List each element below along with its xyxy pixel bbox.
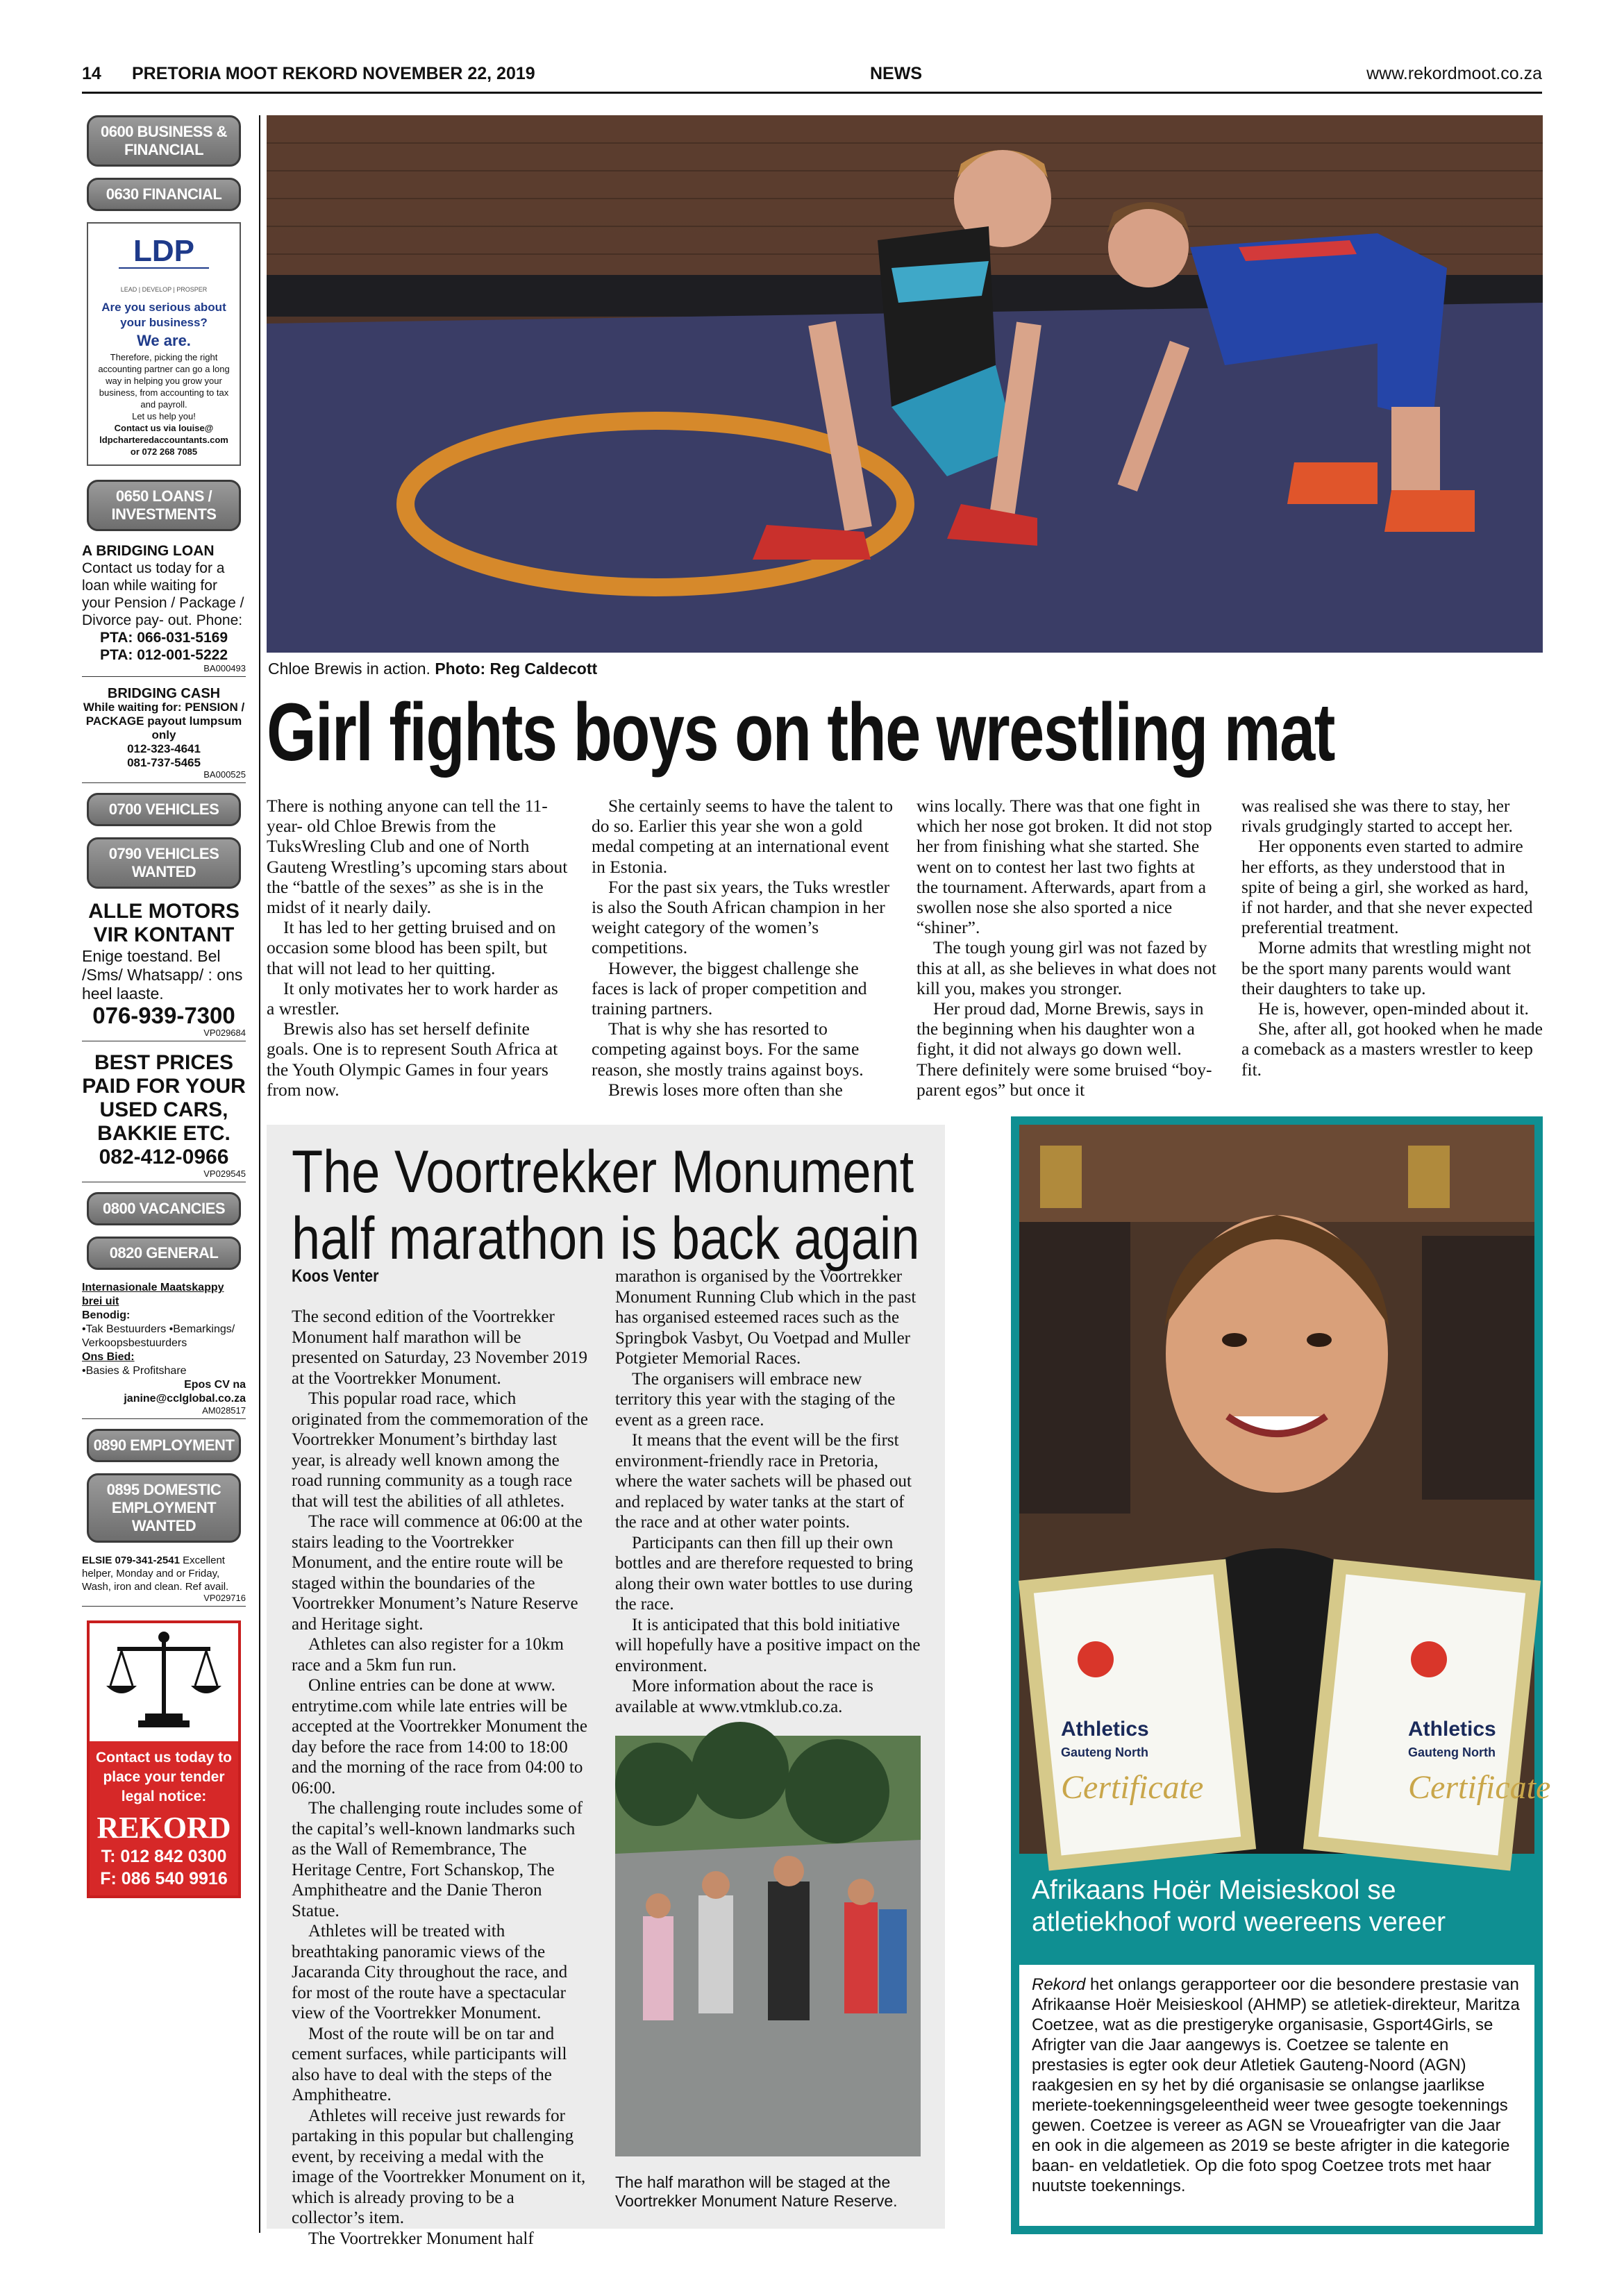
ldp-contact: Contact us via louise@ ldpcharteredaccountants.com or 072 268 7085 <box>99 423 228 457</box>
category-0820: 0820 GENERAL <box>87 1237 241 1270</box>
bridging-loan-ad <box>82 542 246 677</box>
paragraph: Morne admits that wrestling might not be the sport many parents would want their daughters to take up. <box>1241 937 1532 998</box>
paragraph: She certainly seems to have the talent to do so. Earlier this year she won a gold medal competing at an international event in Estonia. <box>592 796 893 877</box>
paragraph: Brewis also has set herself definite goals. One is to represent South Africa at the Youth Olympic Games in four years from now. <box>267 1019 558 1100</box>
best-prices-phone: 082-412-0966 <box>99 1146 229 1168</box>
paragraph: Athletes can also register for a 10km race and a 5km fun run. <box>292 1635 564 1675</box>
paragraph: The Voortrekker Monument half <box>308 2229 534 2248</box>
certificate-word-right: Certificate <box>1408 1769 1551 1806</box>
category-0890: 0890 EMPLOYMENT <box>87 1429 241 1462</box>
paragraph: It means that the event will be the first environment-friendly race in Pretoria, where the water sachets will be phased out and replaced by water tanks at the start of the race and at other water points. <box>615 1431 912 1532</box>
paragraph: Her opponents even started to admire her efforts, as they understood that in spite of being a girl, she worked as hard, if not harder, and that she never expected preferential treatment. <box>1241 836 1533 938</box>
story-column-4 <box>1241 796 1543 1100</box>
internasionale-items: •Tak Bestuurders •Bemarkings/ Verkoopsbestuurders <box>82 1323 235 1349</box>
marathon-article <box>267 1125 945 2248</box>
bridging-cash-phone-2: 081-737-5465 <box>127 756 201 769</box>
bridging-loan-phone-1: PTA: 066-031-5169 <box>99 630 228 646</box>
marathon-photo <box>615 1736 921 2156</box>
ldp-advert <box>87 222 241 466</box>
elsie-ref: VP029716 <box>203 1593 246 1603</box>
alle-motors-body: Enige toestand. Bel /Sms/ Whatsapp/ : ons heel laaste. <box>82 947 243 1003</box>
marathon-column-2 <box>615 1266 921 1717</box>
best-prices-ad <box>82 1051 246 1182</box>
bridging-loan-ref: BA000493 <box>203 663 246 673</box>
paragraph: The tough young girl was not fazed by this at all, as she believes in what does not kill you, makes you stronger. <box>916 937 1216 998</box>
category-0700: 0700 VEHICLES <box>87 793 241 826</box>
marathon-headline-line-1: The Voortrekker Monument <box>292 1139 914 1205</box>
website-url[interactable]: www.rekordmoot.co.za <box>1366 64 1542 83</box>
alle-motors-ad <box>82 900 246 1041</box>
bridging-cash-ad <box>82 687 246 783</box>
paragraph: Her proud dad, Morne Brewis, says in the beginning when his daughter won a fight, it did not always go down well. There definitely were some bruised “boy-parent egos” but once it <box>916 998 1212 1100</box>
wrestling-caption-text: Chloe Brewis in action. <box>268 660 430 678</box>
section-name: NEWS <box>870 64 922 83</box>
internasionale-bied: Ons Bied: <box>82 1351 135 1363</box>
paragraph: Brewis loses more often than she <box>608 1079 843 1100</box>
paragraph: He is, however, open-minded about it. <box>1258 998 1529 1019</box>
publication-line: PRETORIA MOOT REKORD NOVEMBER 22, 2019 <box>132 64 535 83</box>
marathon-column-1 <box>292 1307 590 2249</box>
paragraph: For the past six years, the Tuks wrestler is also the South African champion in her weight category of the women’s competitions. <box>592 876 890 958</box>
category-0800: 0800 VACANCIES <box>87 1192 241 1225</box>
ldp-body: Therefore, picking the right accounting partner can go a long way in helping you grow your business, from accounting to tax and payroll. <box>98 352 230 410</box>
alle-motors-heading: ALLE MOTORS VIR KONTANT <box>88 900 240 946</box>
bridging-loan-body: Contact us today for a loan while waiting for your Pension / Package / Divorce pay- out. Phone: <box>82 560 244 628</box>
bridging-cash-phone-1: 012-323-4641 <box>127 742 201 755</box>
certificate-word-left: Certificate <box>1061 1769 1204 1806</box>
certificate-brand-left: Athletics <box>1061 1718 1149 1741</box>
photo-credit: Photo: Reg Caldecott <box>435 660 598 678</box>
certificate-brand-right: Athletics <box>1408 1718 1496 1741</box>
paragraph: Online entries can be done at www. entrytime.com while late entries will be accepted at the Voortrekker Monument the day before the race from 14:00 to 18:00 and the morning of the race from 04:00 to 06:00. <box>292 1676 588 1798</box>
paragraph: It has led to her getting bruised and on occasion some blood has been spilt, but that will not lead to her quitting. <box>267 917 556 978</box>
ldp-answer: We are. <box>137 332 191 349</box>
internasionale-benodig: Benodig: <box>82 1309 131 1321</box>
ahmp-headline: Afrikaans Hoër Meisieskool se atletiekhoof word weereens vereer <box>1032 1875 1446 1937</box>
paragraph: Participants can then fill up their own bottles and are therefore requested to bring along their own water bottles to use during the race. <box>615 1533 913 1614</box>
ahmp-article <box>1011 1116 1551 2234</box>
paragraph: The organisers will embrace new territory this year with the staging of the event as a green race. <box>615 1369 896 1430</box>
story-column-1 <box>267 796 568 1100</box>
certificate-sub-left: Gauteng North <box>1061 1745 1148 1759</box>
paragraph: Athletes will receive just rewards for partaking in this popular but challenging event, by receiving a medal with the image of the Voortrekker Monument on it, which is already proving to be a collector’s item. <box>292 2106 586 2227</box>
ldp-logo <box>112 231 216 279</box>
paragraph: However, the biggest challenge she faces is lack of proper competition and training partners. <box>592 957 867 1019</box>
internasionale-ad <box>82 1281 246 1419</box>
best-prices-ref: VP029545 <box>203 1168 246 1179</box>
ldp-question: Are you serious about your business? <box>101 301 226 329</box>
story-column-2 <box>592 796 893 1100</box>
category-0790: 0790 VEHICLES WANTED <box>87 837 241 889</box>
paragraph: marathon is organised by the Voortrekker Monument Running Club which in the past has organised esteemed races such as the Springbok Vasbyt, Ou Voetpad and Muller Potgieter Memorial Races. <box>615 1267 916 1368</box>
category-0630: 0630 FINANCIAL <box>87 178 241 211</box>
tender-tel: T: 012 842 0300 <box>101 1847 227 1866</box>
paragraph: The race will commence at 06:00 at the stairs leading to the Voortrekker Monument, and the entire route will be staged within the boundaries of the Voortrekker Monument’s Nature Reserve and Heritage sight. <box>292 1512 583 1634</box>
internasionale-ref: AM028517 <box>202 1405 246 1416</box>
rekord-brand: REKORD <box>97 1811 231 1845</box>
paragraph: Athletes will be treated with breathtaking panoramic views of the Jacaranda City throughout the race, and for most of the route have a spectacular view of the Voortrekker Monument. <box>292 1922 568 2022</box>
ldp-tagline: LEAD | DEVELOP | PROSPER <box>120 286 208 293</box>
category-0650: 0650 LOANS / INVESTMENTS <box>87 480 241 531</box>
paragraph: It is anticipated that this bold initiative will hopefully have a positive impact on the environment. <box>615 1615 921 1675</box>
bridging-loan-heading: A BRIDGING LOAN <box>82 543 215 559</box>
wrestling-headline: Girl fights boys on the wrestling mat <box>267 687 1334 778</box>
certificate-sub-right: Gauteng North <box>1408 1745 1496 1759</box>
elsie-body: Excellent helper, Monday and or Friday, Wash, iron and clean. Ref avail. <box>82 1555 229 1593</box>
best-prices-heading: BEST PRICES PAID FOR YOUR USED CARS, BAKKIE ETC. <box>82 1051 246 1145</box>
category-0600: 0600 BUSINESS & FINANCIAL <box>87 115 241 167</box>
wrestling-story <box>267 796 1543 1100</box>
wrestling-photo <box>267 115 1543 653</box>
internasionale-bied-items: •Basies & Profitshare <box>82 1365 187 1377</box>
ldp-help: Let us help you! <box>132 411 196 421</box>
paragraph: The challenging route includes some of the capital’s well-known landmarks such as the Wall of Remembrance, The Heritage Centre, Fort Schanskop, The Amphitheatre and the Danie Theron Statue. <box>292 1799 583 1920</box>
paragraph: More information about the race is available at www.vtmklub.co.za. <box>615 1677 873 1716</box>
paragraph: It only motivates her to work harder as a wrestler. <box>267 978 558 1019</box>
header-rule <box>82 92 1542 94</box>
page-header <box>82 64 1542 89</box>
ahmp-text: het onlangs gerapporteer oor die besondere prestasie van Afrikaanse Hoër Meisieskool (AHMP) se atletiek-direkteur, Maritza Coetzee, wat as die prestigeryke organisasie, Gsport4Girls, se Afrigter van die Jaar aangewys is. Coetzee se talente en prestasies is egter ook deur Atletiek Gauteng-Noord (AGN) raakgesien en sy het by dié organisasie se onlangse jaarlikse meriete-toekenningsgeleentheid weer twee gesogte toekennings gewen. Coetzee is vereer as AGN se Vroueafrigter van die Jaar en ook in die algemeen as 2019 se beste afrigter in die kategorie baan- en veldatletiek. Op die foto spog Coetzee trots met haar nuutste toekennings. <box>1032 1975 1520 2195</box>
paragraph: That is why she has resorted to competing against boys. For the same reason, she mostly trains against boys. <box>592 1019 864 1080</box>
elsie-heading: ELSIE 079-341-2541 <box>82 1555 180 1566</box>
paragraph: There is nothing anyone can tell the 11-year- old Chloe Brewis from the TuksWresling Club and one of North Gauteng Wrestling’s upcoming stars about the “battle of the sexes” as she is in the midst of it nearly daily. <box>267 796 568 918</box>
marathon-headline-line-2: half marathon is back again <box>292 1205 920 1272</box>
paragraph: This popular road race, which originated from the commemoration of the Voortrekker Monument’s birthday last year, is already well known among the road running community as a tough race that will test the abilities of all athletes. <box>292 1389 588 1511</box>
paragraph: Most of the route will be on tar and cement surfaces, while participants will also have to deal with the steps of the Amphitheatre. <box>292 2024 567 2104</box>
paragraph: She, after all, got hooked when he made a comeback as a masters wrestler to keep fit. <box>1241 1019 1543 1080</box>
scales-icon <box>90 1623 238 1741</box>
paragraph: was realised she was there to stay, her rivals grudgingly started to accept her. <box>1241 796 1513 837</box>
coach-photo <box>1019 1125 1551 1854</box>
wrestling-caption <box>268 660 597 678</box>
paragraph: wins locally. There was that one fight in which her nose got broken. It did not stop her from finishing what she started. She went on to contest her last two fights at the tournament. Afterwards, apart from a swollen nose she also sported a nice “shiner”. <box>916 796 1212 938</box>
bridging-loan-phone-2: PTA: 012-001-5222 <box>99 647 228 663</box>
bridging-cash-body: While waiting for: PENSION / PACKAGE payout lumpsum only <box>83 701 245 741</box>
bridging-cash-ref: BA000525 <box>203 769 246 780</box>
column-divider <box>259 115 260 2233</box>
category-0895: 0895 DOMESTIC EMPLOYMENT WANTED <box>87 1473 241 1543</box>
tender-fax: F: 086 540 9916 <box>100 1869 228 1888</box>
internasionale-contact: Epos CV na janine@cclglobal.co.za <box>124 1379 246 1405</box>
byline: Koos Venter <box>292 1266 379 1286</box>
alle-motors-ref: VP029684 <box>203 1028 246 1038</box>
page-number: 14 <box>82 64 101 83</box>
alle-motors-phone: 076-939-7300 <box>92 1003 235 1028</box>
svg-text:LDP: LDP <box>133 234 194 268</box>
marathon-caption: The half marathon will be staged at the Voortrekker Monument Nature Reserve. <box>615 2173 898 2210</box>
ahmp-lead: Rekord <box>1032 1975 1086 1994</box>
tender-notice-ad <box>87 1620 241 1898</box>
marathon-headline <box>292 1139 920 1272</box>
paragraph: The second edition of the Voortrekker Monument half marathon will be presented on Saturday, 23 November 2019 at the Voortrekker Monument. <box>292 1307 588 1388</box>
tender-text: Contact us today to place your tender legal notice: <box>95 1750 232 1804</box>
story-column-3 <box>916 796 1218 1100</box>
classifieds-column <box>82 115 246 1898</box>
ahmp-body <box>1019 1965 1534 2226</box>
internasionale-heading: Internasionale Maatskappy brei uit <box>82 1282 224 1307</box>
elsie-ad <box>82 1554 246 1607</box>
bridging-cash-heading: BRIDGING CASH <box>107 686 221 701</box>
